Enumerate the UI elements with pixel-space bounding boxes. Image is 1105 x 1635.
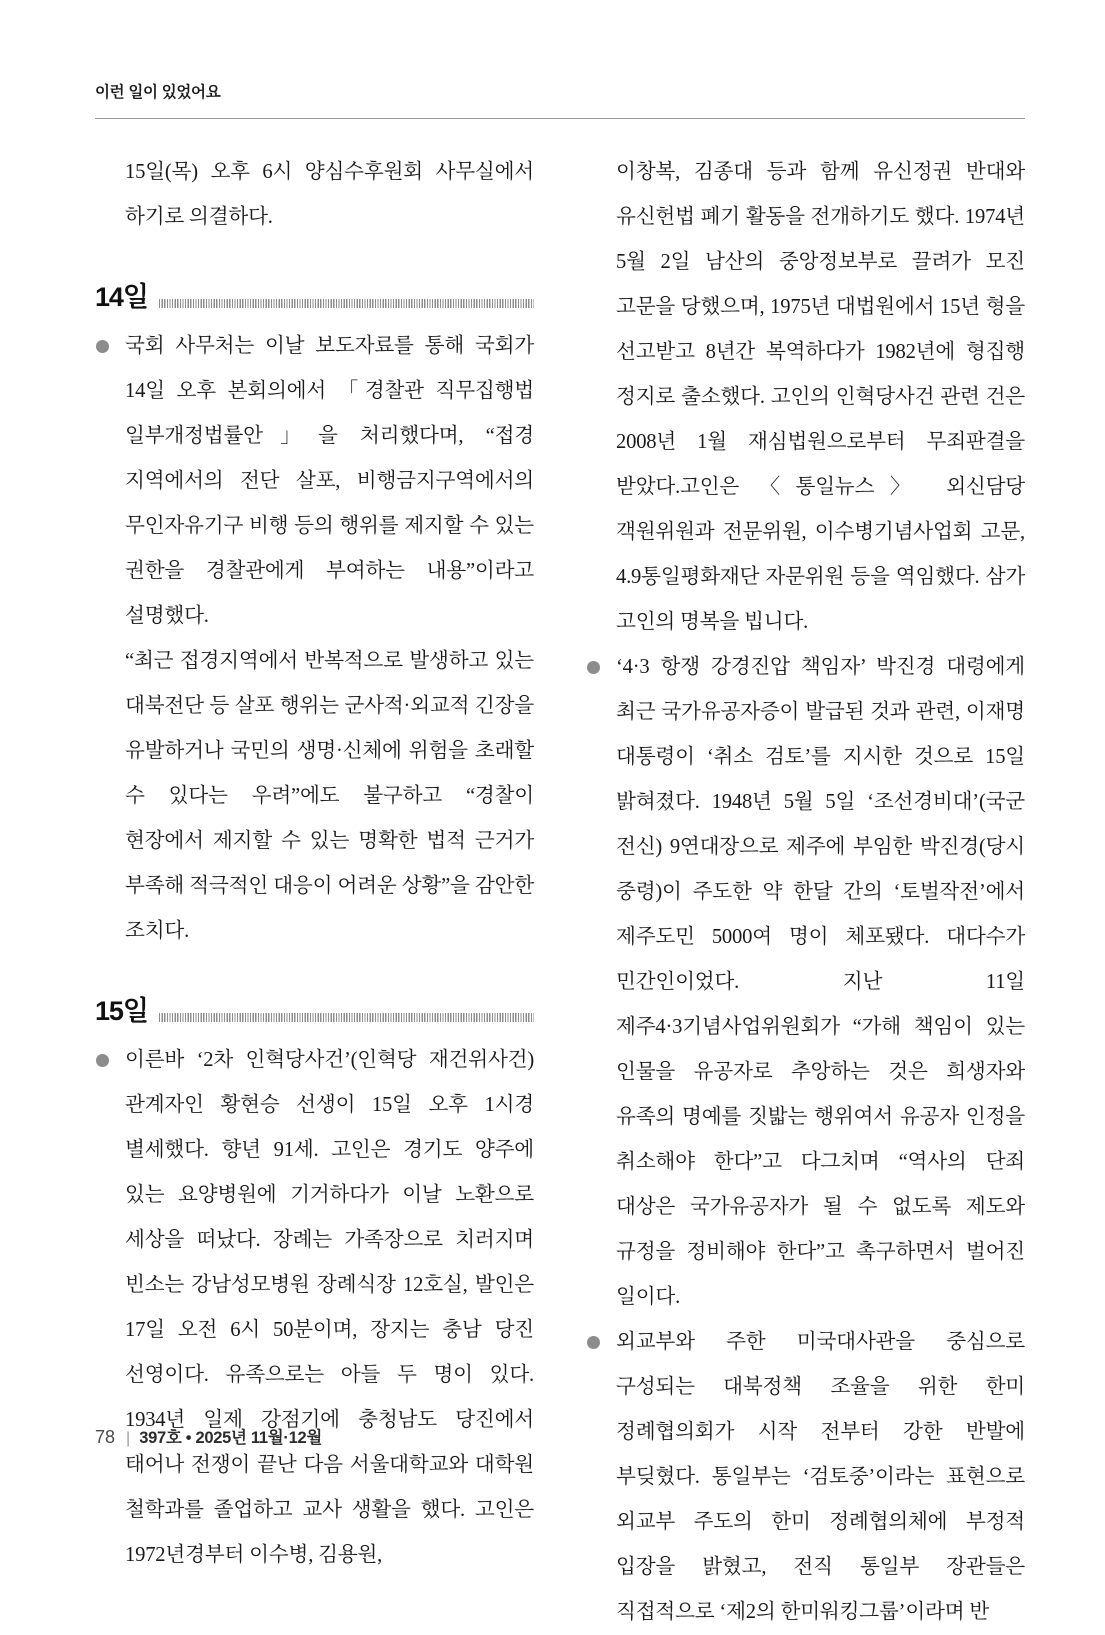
list-item [586,1320,1025,1635]
list-item [95,1038,534,1578]
page-footer [95,1424,322,1448]
list-item-text: 이른바 ‘2차 인혁당사건’(인혁당 재건위사건) 관계자인 황현승 선생이 15일 오후 1시경 별세했다. 향년 91세. 고인은 경기도 양주에 있는 요양병원에 기거하다가 이날 노환으로 세상을 떠났다. 장례는 가족장으로 치러지며 빈소는 강남성모병원 장례식장 12호실, 발인은 17일 오전 6시 50분이며, 장지는 충남 당진 선영이다. 유족으로는 아들 두 명이 있다. 1934년 일제 강점기에 충청남도 당진에서 태어나 전쟁이 끝난 다음 서울대학교와 대학원 철학과를 졸업하고 교사 생활을 했다. 고인은 1972년경부터 이수병, 김용원, [125,1049,534,1566]
footer-page-number: 78 [95,1427,116,1447]
bullet-dot-icon [96,1054,109,1067]
right-continued-paragraph: 이창복, 김종대 등과 함께 유신정권 반대와 유신헌법 폐기 활동을 전개하기도 했다. 1974년 5월 2일 남산의 중앙정보부로 끌려가 모진 고문을 당했으며, 1975년 대법원에서 15년 형을 선고받고 8년간 복역하다가 1982년에 형집행 정지로 출소했다. 고인의 인혁당사건 관련 건은 2008년 1월 재심법원으로부터 무죄판결을 받았다.고인은 〈통일뉴스〉 외신담당 객원위원과 전문위원, 이수병기념사업회 고문, 4.9통일평화재단 자문위원 등을 역임했다. 삼가 고인의 명복을 빕니다. [616,161,1025,633]
bullet-dot-icon [96,340,109,353]
footer-issue-info: 397호 • 2025년 11월·12월 [139,1429,322,1447]
running-head-rule [95,118,1025,119]
date-heading-15 [95,992,534,1026]
list-item-text: ‘4·3 항쟁 강경진압 책임자’ 박진경 대령에게 최근 국가유공자증이 발급된 것과 관련, 이재명 대통령이 ‘취소 검토’를 지시한 것으로 15일 밝혀졌다. 1948년 5월 5일 ‘조선경비대’(국군 전신) 9연대장으로 제주에 부임한 박진경(당시 중령)이 주도한 약 한달 간의 ‘토벌작전’에서 제주도민 5000여 명이 체포됐다. 대다수가 민간인이었다. 지난 11일 제주4·3기념사업위원회가 “가해 책임이 있는 인물을 유공자로 추앙하는 것은 희생자와 유족의 명예를 짓밟는 행위여서 유공자 인정을 취소해야 한다”고 다그치며 “역사의 단죄 대상은 국가유공자가 될 수 없도록 제도와 규정을 정비해야 한다”고 촉구하면서 벌어진 일이다. [616,656,1025,1308]
date-heading-label: 14일 [95,282,148,312]
footer-separator: | [126,1430,131,1447]
date-heading-14 [95,278,534,312]
date-heading-rule [159,299,534,308]
list-item-text: 외교부와 주한 미국대사관을 중심으로 구성되는 대북정책 조율을 위한 한미 정례협의회가 시작 전부터 강한 반발에 부딪혔다. 통일부는 ‘검토중’이라는 표현으로 외교부 주도의 한미 정례협의체에 부정적 입장을 밝혔고, 전직 통일부 장관들은 직접적으로 ‘제2의 한미워킹그룹’이라며 반 [616,1331,1025,1623]
left-paragraph-follow: “최근 접경지역에서 반복적으로 발생하고 있는 대북전단 등 살포 행위는 군사적·외교적 긴장을 유발하거나 국민의 생명·신체에 위험을 초래할 수 있다는 우려”에도 불구하고 “경찰이 현장에서 제지할 수 있는 명확한 법적 근거가 부족해 적극적인 대응이 어려운 상황”을 감안한 조치다. [125,650,534,942]
running-head [95,84,1025,119]
list-item [95,324,534,639]
date-heading-label: 15일 [95,996,148,1026]
left-continued-paragraph: 15일(목) 오후 6시 양심수후원회 사무실에서 하기로 의결하다. [125,161,534,228]
date-heading-rule [159,1013,534,1022]
bullet-dot-icon [587,1336,600,1349]
list-item-text: 국회 사무처는 이날 보도자료를 통해 국회가 14일 오후 본회의에서 「경찰관 직무집행법 일부개정법률안」을 처리했다며, “접경 지역에서의 전단 살포, 비행금지구역에서의 무인자유기구 비행 등의 행위를 제지할 수 있는 권한을 경찰관에게 부여하는 내용”이라고 설명했다. [125,335,534,627]
bullet-dot-icon [587,661,600,674]
running-head-title: 이런 일이 있었어요 [95,84,221,101]
list-item [586,645,1025,1320]
right-column [586,150,1025,1623]
